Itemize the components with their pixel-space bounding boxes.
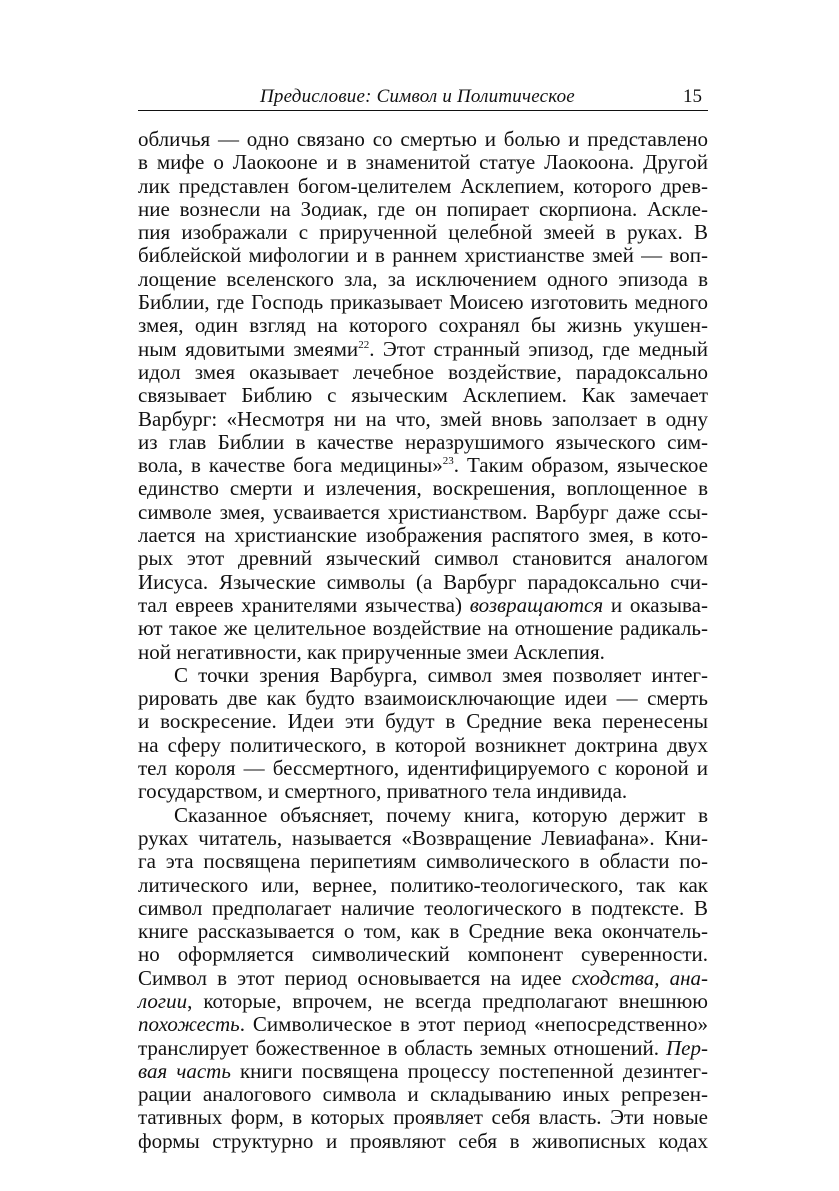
text-run: Библии, где Господь приказывает Моисею изготовить медного — [138, 290, 708, 315]
text-run: идол змея оказывает лечебное воздействие, парадоксально — [138, 359, 708, 384]
emphasis: вая часть — [138, 1058, 231, 1083]
text-line — [138, 454, 708, 477]
text-run: С точки зрения Варбурга, символ змея позволяет интег- — [174, 662, 708, 687]
text-line — [138, 664, 708, 687]
text-run: Сказанное объясняет, почему книга, которую держит в — [174, 802, 708, 827]
text-line — [138, 477, 708, 500]
text-run: змея, один взгляд на которого сохранял бы жизнь укушен- — [138, 313, 708, 338]
text-run: но оформляется символический компонент суверенности. — [138, 942, 708, 967]
footnote-ref: 22 — [358, 338, 370, 351]
emphasis: Пер- — [666, 1035, 708, 1060]
text-line — [138, 1060, 708, 1083]
text-run: тел короля — бессмертного, идентифицируемого с короной и — [138, 756, 708, 781]
paragraph — [138, 804, 708, 1153]
text-run: ным ядовитыми змеями — [138, 336, 359, 361]
text-run: пия изображали с прирученной целебной змеей в руках. В — [138, 220, 708, 245]
text-run: . Символическое в этот период «непосредственно» — [239, 1012, 708, 1037]
text-run: обличья — одно связано со смертью и болью и представлено — [138, 127, 708, 151]
text-run: , которые, впрочем, не всегда предполагают внешнюю — [187, 988, 708, 1013]
text-line — [138, 897, 708, 920]
emphasis: возвращаются — [469, 592, 604, 617]
text-line — [138, 1130, 708, 1153]
header-rule — [138, 110, 708, 111]
running-title: Предисловие: Символ и Политическое — [260, 86, 575, 107]
text-line — [138, 408, 708, 431]
text-run: Варбург: «Несмотря ни на что, змей вновь заползает в одну — [138, 406, 708, 431]
text-run: транслирует божественное в область земных отношений. — [138, 1035, 667, 1060]
text-line — [138, 594, 708, 617]
text-run: ют такое же целительное воздействие на отношение радикаль- — [138, 616, 708, 641]
text-line — [138, 501, 708, 524]
text-run: ние вознесли на Зодиак, где он попирает скорпиона. Аскле- — [138, 196, 708, 221]
text-run: лощение вселенского зла, за исключением одного эпизода в — [138, 266, 708, 291]
text-line — [138, 175, 708, 198]
text-run: библейской мифологии и в раннем христианстве змей — воп- — [138, 243, 708, 268]
text-line — [138, 804, 708, 827]
text-run: . Таким образом, языческое — [453, 453, 708, 478]
text-line — [138, 338, 708, 361]
text-run: ной негативности, как прирученные змеи Асклепия. — [138, 639, 605, 664]
text-line — [138, 1083, 708, 1106]
text-line — [138, 128, 708, 151]
text-line — [138, 827, 708, 850]
text-run: вола, в качестве бога медицины» — [138, 453, 443, 478]
text-run: лается на христианские изображения распятого змея, в кото- — [138, 523, 708, 548]
text-run: символ предполагает наличие теологического в подтексте. В — [138, 895, 708, 920]
text-run: символе змея, усваивается христианством. Варбург даже ссы- — [138, 499, 708, 524]
paragraph — [138, 128, 708, 664]
text-line — [138, 1013, 708, 1036]
text-run: на сферу политического, в которой возникнет доктрина двух — [138, 732, 708, 757]
text-line — [138, 524, 708, 547]
paragraph — [138, 664, 708, 804]
text-line — [138, 291, 708, 314]
text-line — [138, 780, 708, 803]
text-line — [138, 547, 708, 570]
text-run: тал евреев хранителями язычества) — [138, 592, 470, 617]
text-line — [138, 1106, 708, 1129]
text-line — [138, 943, 708, 966]
text-line — [138, 874, 708, 897]
text-run: руках читатель, называется «Возвращение Левиафана». Кни- — [138, 825, 708, 850]
text-run: связывает Библию с языческим Асклепием. Как замечает — [138, 383, 708, 408]
text-run: Символ в этот период основывается на идее — [138, 965, 572, 990]
text-line — [138, 757, 708, 780]
text-line — [138, 361, 708, 384]
body-text — [138, 128, 708, 1153]
text-line — [138, 221, 708, 244]
text-run: . Этот странный эпизод, где медный — [369, 336, 709, 361]
emphasis: похожесть — [138, 1012, 240, 1037]
text-run: книге рассказывается о том, как в Средние века окончатель- — [138, 919, 708, 944]
text-line — [138, 734, 708, 757]
text-run: государством, и смертного, приватного тела индивида. — [138, 779, 628, 804]
text-run: книги посвящена процессу постепенной дезинтег- — [230, 1058, 708, 1083]
text-line — [138, 151, 708, 174]
text-line — [138, 571, 708, 594]
text-run: и воскресение. Идеи эти будут в Средние века перенесены — [138, 709, 708, 734]
text-line — [138, 967, 708, 990]
text-line — [138, 920, 708, 943]
text-line — [138, 687, 708, 710]
emphasis: логии — [138, 988, 188, 1013]
text-run: единство смерти и излечения, воскрешения, воплощенное в — [138, 476, 708, 501]
text-run: из глав Библии в качестве неразрушимого языческого сим- — [138, 429, 708, 454]
text-line — [138, 850, 708, 873]
text-line — [138, 384, 708, 407]
text-line — [138, 641, 708, 664]
text-line — [138, 617, 708, 640]
text-run: Иисуса. Языческие символы (а Варбург парадоксально счи- — [138, 569, 708, 594]
text-run: лик представлен богом-целителем Асклепием, которого древ- — [138, 173, 708, 198]
text-run: рации аналогового символа и складыванию иных репрезен- — [138, 1082, 708, 1107]
text-run: в мифе о Лаокооне и в знаменитой статуе Лаокоона. Другой — [138, 150, 708, 175]
text-line — [138, 314, 708, 337]
footnote-ref: 23 — [442, 455, 454, 468]
text-run: и оказыва- — [603, 592, 708, 617]
text-line — [138, 198, 708, 221]
emphasis: сходства, ана- — [571, 965, 708, 990]
text-line — [138, 710, 708, 733]
text-line — [138, 431, 708, 454]
text-line — [138, 268, 708, 291]
page-number: 15 — [683, 86, 702, 107]
text-run: рых этот древний языческий символ становится аналогом — [138, 546, 708, 571]
text-run: литического или, вернее, политико-теологического, так как — [138, 872, 708, 897]
text-line — [138, 1037, 708, 1060]
text-run: рировать две как будто взаимоисключающие идеи — смерть — [138, 686, 708, 711]
text-line — [138, 244, 708, 267]
text-run: га эта посвящена перипетиям символического в области по- — [138, 849, 708, 874]
text-run: тативных форм, в которых проявляет себя власть. Эти новые — [138, 1105, 708, 1130]
text-run: формы структурно и проявляют себя в живописных кодах — [138, 1128, 708, 1153]
running-header — [138, 86, 708, 108]
text-line — [138, 990, 708, 1013]
